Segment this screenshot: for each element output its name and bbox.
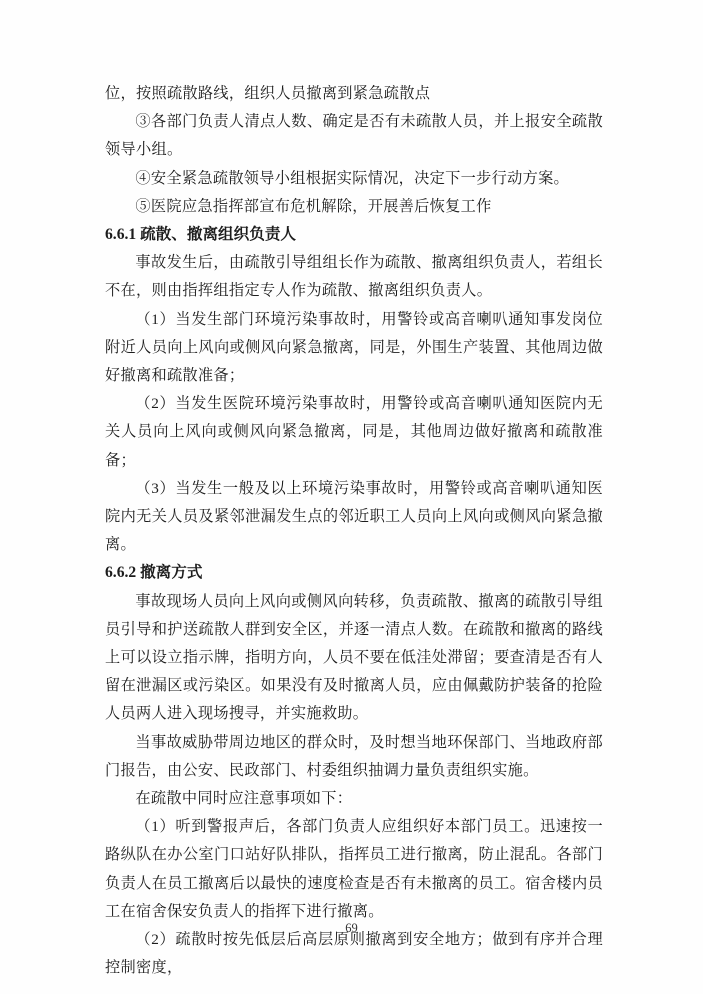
item-2-hospital-incident: （2）当发生医院环境污染事故时，用警铃或高音喇叭通知医院内无关人员向上风向或侧风向紧急撤离，同是，其他周边做好撤离和疏散准备； (105, 395, 603, 469)
para-organizer: 事故发生后，由疏散引导组组长作为疏散、撤离组织负责人，若组长不在，则由指挥组指定专人作为疏散、撤离组织负责人。 (105, 254, 603, 300)
note-1-alarm-response: （1）听到警报声后，各部门负责人应组织好本部门员工。迅速按一路纵队在办公室门口站好队排队，指挥员工进行撤离，防止混乱。各部门负责人在员工撤离后以最快的速度检查是否有未撤离的员工。宿舍楼内员工在宿舍保安负责人的指挥下进行撤离。 (105, 818, 603, 920)
section-heading-6-6-1: 6.6.1 疏散、撤离组织负责人 (105, 226, 297, 244)
para-notes-intro: 在疏散中同时应注意事项如下： (135, 790, 353, 808)
page-number: 69 (345, 921, 358, 935)
section-heading-6-6-2: 6.6.2 撤离方式 (105, 564, 203, 582)
step-circled-3: ③各部门负责人清点人数、确定是否有未疏散人员，并上报安全疏散领导小组。 (105, 113, 603, 159)
step-circled-5: ⑤医院应急指挥部宣布危机解除，开展善后恢复工作 (135, 197, 492, 215)
para-evacuation-method: 事故现场人员向上风向或侧风向转移，负责疏散、撤离的疏散引导组员引导和护送疏散人群到安全区，并逐一清点人数。在疏散和撤离的路线上可以设立指示牌，指明方向，人员不要在低洼处滞留；要查清是否有人留在泄漏区或污染区。如果没有及时撤离人员，应由佩戴防护装备的抢险人员两人进入现场搜寻，并实施救助。 (105, 592, 603, 723)
para-report-authorities: 当事故威胁带周边地区的群众时，及时想当地环保部门、当地政府部门报告，由公安、民政部门、村委组织抽调力量负责组织实施。 (105, 733, 603, 779)
item-3-general-incident: （3）当发生一般及以上环境污染事故时，用警铃或高音喇叭通知医院内无关人员及紧邻泄漏发生点的邻近职工人员向上风向或侧风向紧急撤离。 (105, 479, 603, 554)
note-2-floor-order: （2）疏散时按先低层后高层原则撤离到安全地方；做到有序并合理控制密度， (105, 931, 603, 977)
item-1-department-incident: （1）当发生部门环境污染事故时，用警铃或高音喇叭通知事发岗位附近人员向上风向或侧风向紧急撤离，同是，外围生产装置、其他周边做好撤离和疏散准备； (105, 310, 603, 385)
step-circled-4: ④安全紧急疏散领导小组根据实际情况，决定下一步行动方案。 (135, 169, 570, 187)
para-continuation: 位，按照疏散路线，组织人员撤离到紧急疏散点 (105, 85, 431, 102)
